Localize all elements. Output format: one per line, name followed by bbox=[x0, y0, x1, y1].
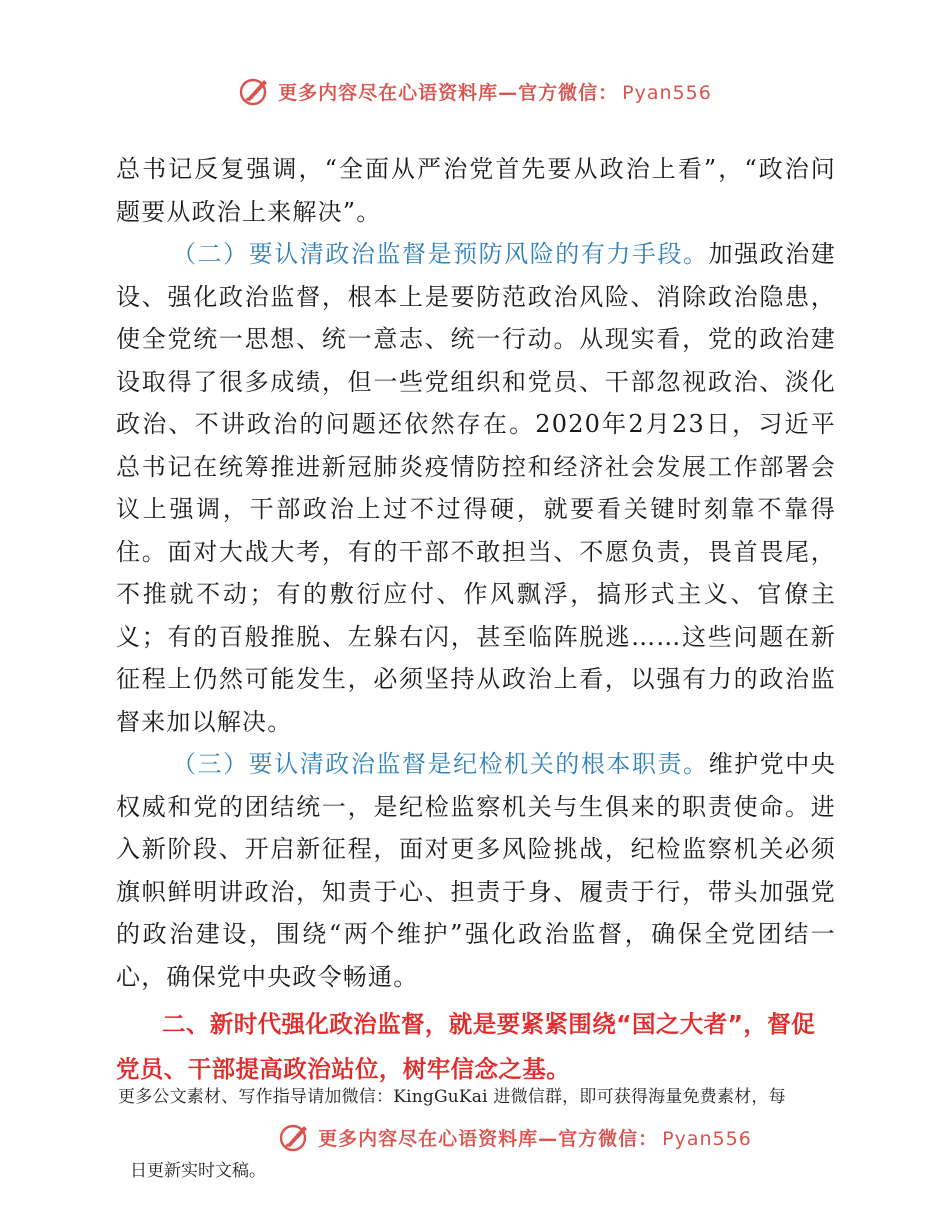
section-heading-two: 二、新时代强化政治监督，就是要紧紧围绕“国之大者”，督促党员、干部提高政治站位，树牢信念之基。 bbox=[116, 1010, 816, 1083]
header-watermark-banner bbox=[0, 74, 950, 108]
footer-note: 更多公文素材、写作指导请加微信：KingGuKai 进微信群，即可获得海量免费素材，每 bbox=[118, 1087, 786, 1107]
paragraph-intro: 总书记反复强调，“全面从严治党首先要从政治上看”，“政治问题要从政治上来解决”。 bbox=[116, 155, 836, 226]
paragraph-two-text: 加强政治建设、强化政治监督，根本上是要防范政治风险、消除政治隐患，使全党统一思想、统一意志、统一行动。从现实看，党的政治建设取得了很多成绩，但一些党组织和党员、干部忽视政治、淡化政治、不讲政治的问题还依然存在。2020年2月23日，习近平总书记在统筹推进新冠肺炎疫情防控和经济社会发展工作部署会议上强调，干部政治上过不过得硬，就要看关键时刻靠不靠得住。面对大战大考，有的干部不敢担当、不愿负责，畏首畏尾，不推就不动；有的敷衍应付、作风飘浮，搞形式主义、官僚主义；有的百般推脱、左躲右闪，甚至临阵脱逃……这些问题在新征程上仍然可能发生，必须坚持从政治上看，以强有力的政治监督来加以解决。 bbox=[116, 240, 837, 736]
footer-banner-text: 更多内容尽在心语资料库—官方微信： Pyan556 bbox=[318, 1127, 752, 1150]
footer-note-continued: 日更新实时文稿。 bbox=[130, 1161, 266, 1181]
subheading-three: （三）要认清政治监督是纪检机关的根本职责。 bbox=[172, 750, 709, 778]
quill-logo-icon bbox=[238, 74, 272, 108]
paragraph-three bbox=[116, 743, 836, 998]
header-banner-text: 更多内容尽在心语资料库—官方微信： Pyan556 bbox=[278, 81, 712, 104]
subheading-two: （二）要认清政治监督是预防风险的有力手段。 bbox=[172, 240, 709, 268]
quill-logo-icon bbox=[278, 1120, 312, 1154]
paragraph-two bbox=[116, 233, 836, 743]
document-body bbox=[116, 148, 836, 1092]
paragraph-three-text: 维护党中央权威和党的团结统一，是纪检监察机关与生俱来的职责使命。进入新阶段、开启新征程，面对更多风险挑战，纪检监察机关必须旗帜鲜明讲政治，知责于心、担责于身、履责于行，带头加强党的政治建设，围绕“两个维护”强化政治监督，确保全党团结一心，确保党中央政令畅通。 bbox=[116, 750, 837, 991]
footer-watermark-banner bbox=[0, 1120, 950, 1154]
